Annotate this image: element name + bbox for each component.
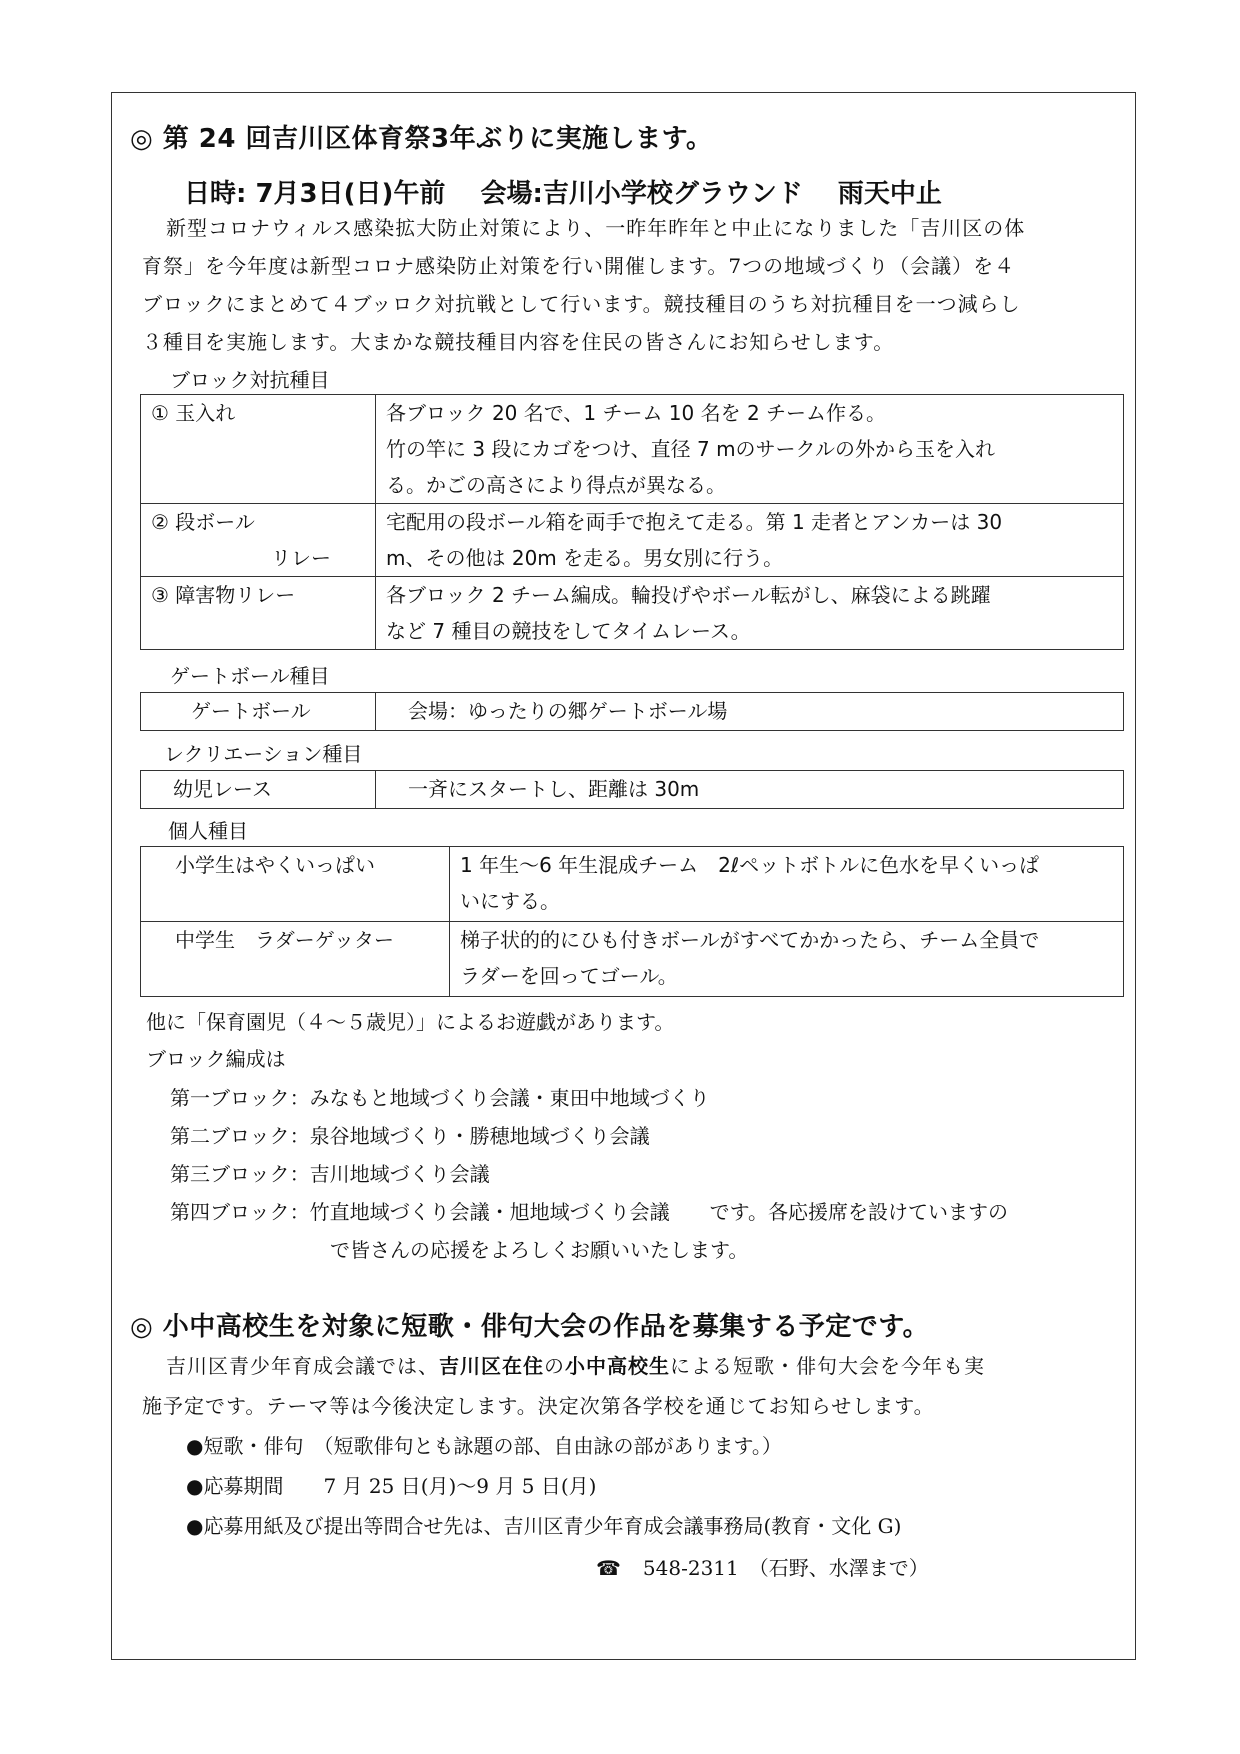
bullet-item: ●短歌・俳句 （短歌俳句とも詠題の部、自由詠の部があります。） <box>186 1434 782 1458</box>
intro-line-1: 新型コロナウィルス感染拡大防止対策により、一昨年昨年と中止になりました「吉川区の体 <box>166 216 1026 240</box>
event-label: ③ 障害物リレー <box>141 577 376 650</box>
table-row <box>141 395 1124 504</box>
block-list-item: 第三ブロック：吉川地域づくり会議 <box>170 1162 490 1186</box>
event-label: ゲートボール <box>141 693 376 731</box>
event-description: 一斉にスタートし、距離は 30m <box>376 771 1124 809</box>
table-row <box>141 922 1124 997</box>
event-details: 日時: 7月3日(日)午前 会場:吉川小学校グラウンド 雨天中止 <box>184 179 942 209</box>
recreation-heading: レクリエーション種目 <box>164 742 363 766</box>
event-description: 宅配用の段ボール箱を両手で抱えて走る。第 1 走者とアンカーは 30 m、その他は 20m を走る。男女別に行う。 <box>376 504 1124 577</box>
event-label: 小学生はやくいっぱい <box>141 847 450 922</box>
event-label: 中学生 ラダーゲッター <box>141 922 450 997</box>
table-row <box>141 771 1124 809</box>
table-row <box>141 504 1124 577</box>
block-events-heading: ブロック対抗種目 <box>170 368 330 392</box>
intro-line-2: 育祭」を今年度は新型コロナ感染防止対策を行い開催します。7つの地域づくり（会議）を４ <box>142 254 1016 278</box>
section2-intro-line-2: 施予定です。テーマ等は今後決定します。決定次第各学校を通じてお知らせします。 <box>142 1394 935 1418</box>
event-label: ② 段ボール リレー <box>141 504 376 577</box>
event-description: 1 年生～6 年生混成チーム 2ℓペットボトルに色水を早くいっぱ いにする。 <box>450 847 1124 922</box>
block-list-item: 第一ブロック：みなもと地域づくり会議・東田中地域づくり <box>170 1086 710 1110</box>
table-row <box>141 693 1124 731</box>
block-events-table <box>140 394 1124 650</box>
block-list-item: 第二ブロック：泉谷地域づくり・勝穂地域づくり会議 <box>170 1124 650 1148</box>
section1-title: ◎ 第 24 回吉川区体育祭3年ぶりに実施します。 <box>130 124 713 154</box>
phone-line <box>596 1552 929 1581</box>
individual-table <box>140 846 1124 997</box>
event-label: ① 玉入れ <box>141 395 376 504</box>
table-row <box>141 847 1124 922</box>
gateball-heading: ゲートボール種目 <box>170 664 330 688</box>
section2-title: ◎ 小中高校生を対象に短歌・俳句大会の作品を募集する予定です。 <box>130 1312 930 1342</box>
intro-line-4: ３種目を実施します。大まかな競技種目内容を住民の皆さんにお知らせします。 <box>142 330 895 354</box>
event-description: 会場：ゆったりの郷ゲートボール場 <box>376 693 1124 731</box>
event-description: 各ブロック 2 チーム編成。輪投げやボール転がし、麻袋による跳躍 など 7 種目の競技をしてタイムレース。 <box>376 577 1124 650</box>
table-row <box>141 577 1124 650</box>
phone-icon: ☎ <box>596 1556 621 1580</box>
section2-intro-line-1: 吉川区青少年育成会議では、吉川区在住の小中高校生による短歌・俳句大会を今年も実 <box>166 1354 985 1378</box>
recreation-table <box>140 770 1124 809</box>
bullet-item: ●応募用紙及び提出等問合せ先は、吉川区青少年育成会議事務局(教育・文化 G) <box>186 1514 902 1538</box>
event-label: 幼児レース <box>141 771 376 809</box>
bullet-item: ●応募期間 7 月 25 日(月)～9 月 5 日(月) <box>186 1474 597 1498</box>
event-description: 各ブロック 20 名で、1 チーム 10 名を 2 チーム作る。 竹の竿に 3 段にカゴをつけ、直径 7 mのサークルの外から玉を入れ る。かごの高さにより得点が異なる。 <box>376 395 1124 504</box>
event-description: 梯子状的的にひも付きボールがすべてかかったら、チーム全員で ラダーを回ってゴール。 <box>450 922 1124 997</box>
gateball-table <box>140 692 1124 731</box>
intro-line-3: ブロックにまとめて４ブッロク対抗戦として行います。競技種目のうち対抗種目を一つ減らし <box>142 292 1021 316</box>
block-list-item: 第四ブロック：竹直地域づくり会議・旭地域づくり会議 です。各応援席を設けていますの <box>170 1200 1009 1224</box>
blocks-heading: ブロック編成は <box>146 1047 286 1071</box>
note-line: 他に「保育園児（４～５歳児）」によるお遊戯があります。 <box>146 1010 675 1034</box>
individual-heading: 個人種目 <box>168 819 248 843</box>
phone-number: 548-2311 （石野、水澤まで） <box>642 1556 929 1580</box>
blocks-tail: で皆さんの応援をよろしくお願いいたします。 <box>330 1238 749 1262</box>
